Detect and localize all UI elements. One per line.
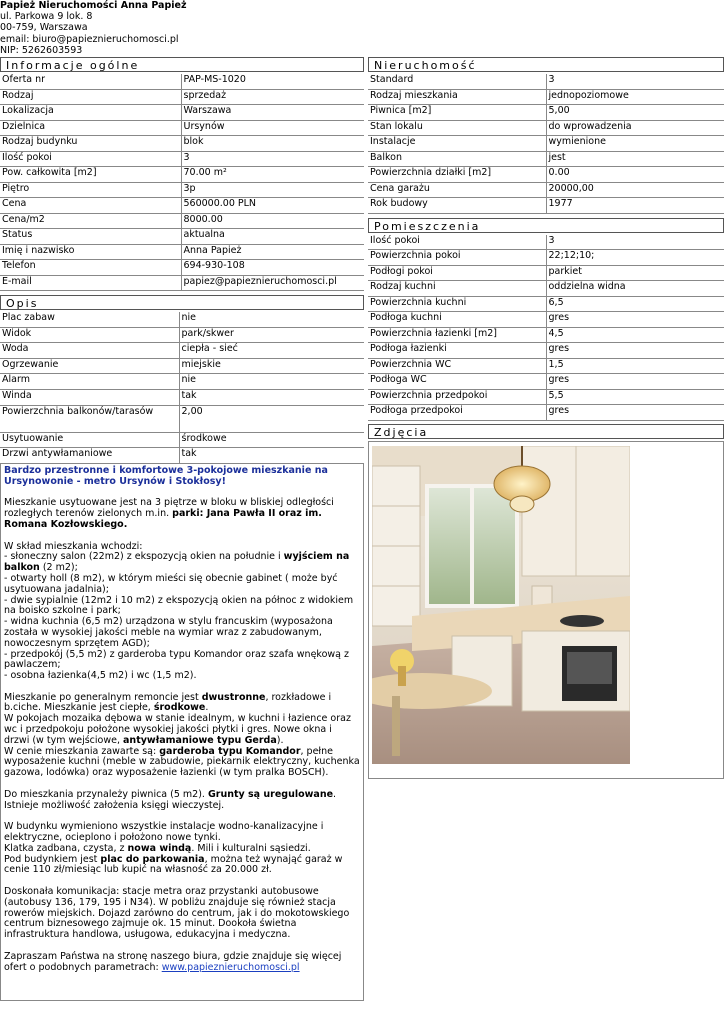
row-value: nie <box>179 312 364 327</box>
row-label: Stan lokalu <box>368 120 546 136</box>
row-label: Usytuowanie <box>0 432 179 448</box>
row-label: Podłoga WC <box>368 374 546 390</box>
table-row <box>0 448 364 464</box>
row-label: Dzielnica <box>0 120 181 136</box>
row-label: Podłoga przedpokoi <box>368 405 546 421</box>
kitchen-photo[interactable] <box>372 446 630 764</box>
row-value: 5,00 <box>546 105 724 121</box>
table-row <box>368 89 724 105</box>
table-row <box>0 151 364 167</box>
firm-nip: NIP: 5262603593 <box>0 44 83 56</box>
row-label: Cena garażu <box>368 182 546 198</box>
row-value: blok <box>181 136 364 152</box>
row-value: park/skwer <box>179 327 364 343</box>
row-label: Ilość pokoi <box>0 151 181 167</box>
row-label: Instalacje <box>368 136 546 152</box>
row-label: Cena/m2 <box>0 213 181 229</box>
row-label: Balkon <box>368 151 546 167</box>
office-header <box>0 0 187 56</box>
row-value: 560000.00 PLN <box>181 198 364 214</box>
row-label: Powierzchnia pokoi <box>368 250 546 266</box>
row-label: Podłoga kuchni <box>368 312 546 328</box>
row-value: 22;12;10; <box>546 250 724 266</box>
table-row <box>0 182 364 198</box>
table-row <box>0 275 364 291</box>
row-label: Podłogi pokoi <box>368 265 546 281</box>
row-value: Ursynów <box>181 120 364 136</box>
row-label: Oferta nr <box>0 74 181 89</box>
row-value: środkowe <box>179 432 364 448</box>
table-row <box>0 213 364 229</box>
description-rooms: W skład mieszkania wchodzi: - słoneczny salon (22m2) z ekspozycją okien na południe i wyjściem na balkon (2 m2); - otwarty holl (8 m2), w którym mieści się obecnie gabinet ( może być usytuowana jadalnia); - dwie sypialnie (12m2 i 10 m2) z ekspozycją okien na północ z widokiem na boisko szkolne i park; - widna kuchnia (6,5 m2) urządzona w stylu francuskim (wyposażona została w wysokiej jakości meble na wymiar wraz z zabudowanym, nowoczesnym sprzętem AGD); - przedpokój (5,5 m2) z garderoba typu Komandor oraz szafa wnękową z pawlaczem; - osobna łazienka(4,5 m2) i wc (1,5 m2). <box>4 540 354 682</box>
row-value: oddzielna widna <box>546 281 724 297</box>
row-value: 3 <box>546 235 724 250</box>
table-row <box>0 432 364 448</box>
row-value: gres <box>546 312 724 328</box>
firm-name: Papież Nieruchomości Anna Papież <box>0 0 187 11</box>
table-row <box>368 235 724 250</box>
row-value: gres <box>546 343 724 359</box>
row-label: Powierzchnia WC <box>368 358 546 374</box>
table-row <box>368 182 724 198</box>
row-value: 20000,00 <box>546 182 724 198</box>
row-label: Lokalizacja <box>0 105 181 121</box>
table-row <box>0 244 364 260</box>
opis-table <box>0 312 364 464</box>
table-row <box>368 167 724 183</box>
info-table <box>0 74 364 291</box>
row-value: 5,5 <box>546 389 724 405</box>
row-value: 4,5 <box>546 327 724 343</box>
table-row <box>368 265 724 281</box>
table-row <box>368 120 724 136</box>
row-label: Status <box>0 229 181 245</box>
table-row <box>0 89 364 105</box>
row-value: 3 <box>546 74 724 89</box>
table-row <box>368 136 724 152</box>
row-label: Alarm <box>0 374 179 390</box>
row-label: Widok <box>0 327 179 343</box>
table-row <box>368 250 724 266</box>
row-label: Cena <box>0 198 181 214</box>
section-pomieszczenia: Pomieszczenia <box>368 218 724 233</box>
table-row <box>368 343 724 359</box>
row-label: Woda <box>0 343 179 359</box>
table-row <box>368 198 724 214</box>
row-label: Plac zabaw <box>0 312 179 327</box>
description-lead: Bardzo przestronne i komfortowe 3-pokojowe mieszkanie na Ursynowonie - metro Ursynów i Stokłosy! <box>4 464 328 487</box>
row-value: gres <box>546 405 724 421</box>
table-row <box>368 105 724 121</box>
row-value: 8000.00 <box>181 213 364 229</box>
left-column <box>0 57 364 1001</box>
row-label: Ilość pokoi <box>368 235 546 250</box>
table-row <box>0 120 364 136</box>
row-label: Rodzaj budynku <box>0 136 181 152</box>
table-row <box>0 405 364 432</box>
row-label: Telefon <box>0 260 181 276</box>
table-row <box>368 358 724 374</box>
row-value: 0.00 <box>546 167 724 183</box>
firm-email: email: biuro@papieznieruchomosci.pl <box>0 33 179 45</box>
table-row <box>368 389 724 405</box>
row-value: sprzedaż <box>181 89 364 105</box>
table-row <box>0 374 364 390</box>
table-row <box>0 260 364 276</box>
description-building: W budynku wymieniono wszystkie instalacje wodno-kanalizacyjne i elektryczne, ocieplono i położono nowe tynki. Klatka zadbana, czysta, z nowa windą. Mili i kulturalni sąsiedzi. Pod budynkiem jest plac do parkowania, można też wynająć garaż w cenie 110 zł/miesiąc lub kupić na własność za 20.000 zł. <box>4 821 343 876</box>
photo-frame <box>368 441 724 779</box>
pomieszczenia-table <box>368 235 724 421</box>
row-label: Powierzchnia działki [m2] <box>368 167 546 183</box>
offer-description <box>0 464 364 1001</box>
row-label: Powierzchnia balkonów/tarasów <box>0 405 179 432</box>
row-value: 6,5 <box>546 296 724 312</box>
row-label: Rodzaj <box>0 89 181 105</box>
table-row <box>368 281 724 297</box>
table-row <box>0 389 364 405</box>
table-row <box>368 374 724 390</box>
table-row <box>368 74 724 89</box>
section-opis: Opis <box>0 295 364 310</box>
table-row <box>0 136 364 152</box>
row-value: gres <box>546 374 724 390</box>
row-label: Powierzchnia przedpokoi <box>368 389 546 405</box>
firm-address-city: 00-759, Warszawa <box>0 22 88 34</box>
row-label: Rodzaj kuchni <box>368 281 546 297</box>
section-nieruchomosc: Nieruchomość <box>368 57 724 72</box>
row-label: E-mail <box>0 275 181 291</box>
description-condition: Mieszkanie po generalnym remoncie jest dwustronne, rozkładowe i b.ciche. Mieszkanie jest ciepłe, środkowe. W pokojach mozaika dębowa w stanie idealnym, w kuchni i łazience oraz wc i przedpokoju położone wysokiej jakości płytki i gres. Nowe okna i drzwi (w tym wejściowe, antywłamaniowe typu Gerda). W cenie mieszkania zawarte są: garderoba typu Komandor, pełne wyposażenie kuchni (meble w zabudowie, piekarnik elektryczny, kuchenka gazowa, lodówka) oraz wyposażenie łazienki (w tym pralka BOSCH). <box>4 691 360 779</box>
row-value: nie <box>179 374 364 390</box>
description-cellar: Do mieszkania przynależy piwnica (5 m2). Grunty są uregulowane. Istnieje możliwość założenia księgi wieczystej. <box>4 788 337 811</box>
row-value: PAP-MS-1020 <box>181 74 364 89</box>
row-value: 2,00 <box>179 405 364 432</box>
row-label: Podłoga łazienki <box>368 343 546 359</box>
section-informacje-ogolne: Informacje ogólne <box>0 57 364 72</box>
row-value: wymienione <box>546 136 724 152</box>
row-value: papiez@papieznieruchomosci.pl <box>181 275 364 291</box>
table-row <box>0 343 364 359</box>
row-value: jest <box>546 151 724 167</box>
nieruchomosc-table <box>368 74 724 214</box>
table-row <box>368 151 724 167</box>
row-value: parkiet <box>546 265 724 281</box>
row-label: Rodzaj mieszkania <box>368 89 546 105</box>
table-row <box>368 296 724 312</box>
row-label: Winda <box>0 389 179 405</box>
row-label: Pow. całkowita [m2] <box>0 167 181 183</box>
row-value: 1,5 <box>546 358 724 374</box>
section-zdjecia: Zdjęcia <box>368 424 724 439</box>
row-value: aktualna <box>181 229 364 245</box>
table-row <box>0 198 364 214</box>
row-label: Powierzchnia kuchni <box>368 296 546 312</box>
row-label: Piętro <box>0 182 181 198</box>
row-value: jednopoziomowe <box>546 89 724 105</box>
row-label: Rok budowy <box>368 198 546 214</box>
description-transport: Doskonała komunikacja: stacje metra oraz przystanki autobusowe (autobusy 136, 179, 195 i N34). W pobliżu znajduje się również stacja rowerów miejskich. Dojazd zarówno do centrum, jak i do mokotowskiego centrum biznesowego zajmuje ok. 15 minut. Dookoła świetna infrastruktura handlowa, usługowa, edukacyjna i medyczna. <box>4 886 350 941</box>
firm-address-street: ul. Parkowa 9 lok. 8 <box>0 11 93 23</box>
table-row <box>368 405 724 421</box>
table-row <box>0 74 364 89</box>
row-value: 3p <box>181 182 364 198</box>
table-row <box>368 327 724 343</box>
table-row <box>368 312 724 328</box>
row-value: tak <box>179 448 364 464</box>
row-value: do wprowadzenia <box>546 120 724 136</box>
row-value: 3 <box>181 151 364 167</box>
row-value: Warszawa <box>181 105 364 121</box>
row-label: Powierzchnia łazienki [m2] <box>368 327 546 343</box>
row-value: tak <box>179 389 364 405</box>
table-row <box>0 167 364 183</box>
row-value: 1977 <box>546 198 724 214</box>
table-row <box>0 312 364 327</box>
row-label: Drzwi antywłamaniowe <box>0 448 179 464</box>
table-row <box>0 105 364 121</box>
table-row <box>0 327 364 343</box>
row-label: Ogrzewanie <box>0 358 179 374</box>
row-label: Piwnica [m2] <box>368 105 546 121</box>
right-column <box>368 57 724 779</box>
description-location: Mieszkanie usytuowane jest na 3 piętrze w bloku w bliskiej odległości rozległych terenów zielonych m.in. parki: Jana Pawła II oraz im. Romana Kozłowskiego. <box>4 497 334 530</box>
description-invitation: Zapraszam Państwa na stronę naszego biura, gdzie znajduje się więcej ofert o podobnych parametrach: www.papieznieruchomosci.pl <box>4 950 342 973</box>
website-link[interactable]: www.papieznieruchomosci.pl <box>161 961 300 973</box>
row-value: Anna Papież <box>181 244 364 260</box>
row-label: Standard <box>368 74 546 89</box>
row-value: miejskie <box>179 358 364 374</box>
row-value: ciepła - sieć <box>179 343 364 359</box>
table-row <box>0 358 364 374</box>
row-value: 694-930-108 <box>181 260 364 276</box>
row-label: Imię i nazwisko <box>0 244 181 260</box>
table-row <box>0 229 364 245</box>
row-value: 70.00 m² <box>181 167 364 183</box>
